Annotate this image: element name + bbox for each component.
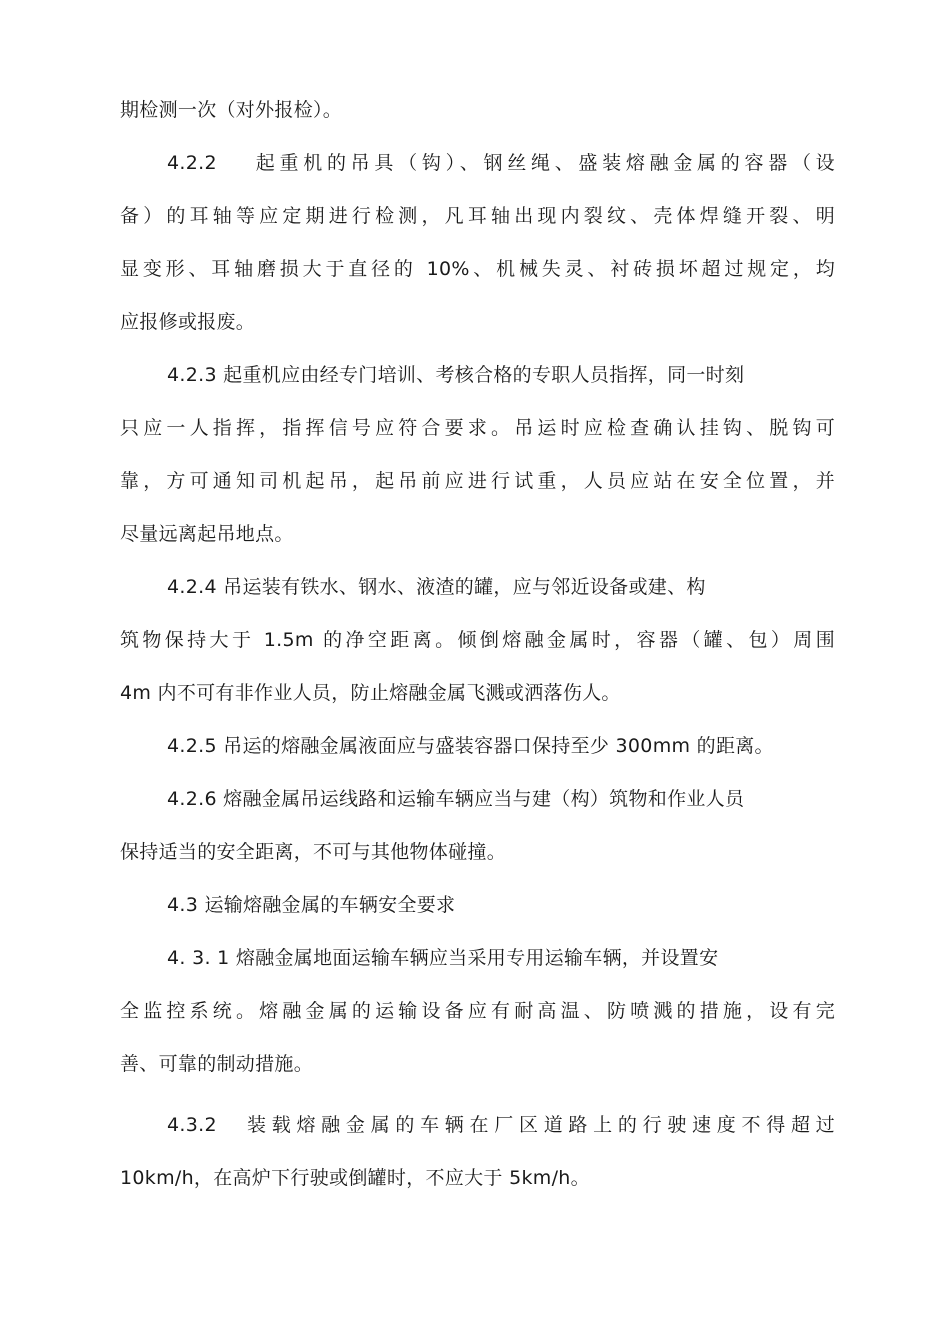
text-line-5: 应报修或报废。: [120, 311, 256, 333]
text-line-7: 只应一人指挥，指挥信号应符合要求。吊运时应检查确认挂钩、脱钩可: [120, 417, 835, 439]
text-line-1: 期检测一次（对外报检）。: [120, 99, 343, 121]
text-line-17: 4. 3. 1 熔融金属地面运输车辆应当采用专用运输车辆，并设置安: [167, 947, 719, 969]
text-line-11: 筑物保持大于 1.5m 的净空距离。倾倒熔融金属时，容器（罐、包）周围: [120, 629, 835, 651]
text-line-6: 4.2.3 起重机应由经专门培训、考核合格的专职人员指挥，同一时刻: [167, 364, 745, 386]
text-line-14: 4.2.6 熔融金属吊运线路和运输车辆应当与建（构）筑物和作业人员: [167, 788, 745, 810]
text-line-3: 备）的耳轴等应定期进行检测，凡耳轴出现内裂纹、壳体焊缝开裂、明: [120, 205, 835, 227]
text-line-12: 4m 内不可有非作业人员，防止熔融金属飞溅或洒落伤人。: [120, 682, 621, 704]
section-heading-4-3: 4.3 运输熔融金属的车辆安全要求: [167, 894, 456, 916]
text-line-10: 4.2.4 吊运装有铁水、钢水、液渣的罐，应与邻近设备或建、构: [167, 576, 706, 598]
text-line-4: 显变形、耳轴磨损大于直径的 10%、机械失灵、衬砖损坏超过规定，均: [120, 258, 835, 280]
text-line-9: 尽量远离起吊地点。: [120, 523, 294, 545]
text-line-19: 善、可靠的制动措施。: [120, 1053, 314, 1075]
text-line-8: 靠，方可通知司机起吊，起吊前应进行试重，人员应站在安全位置，并: [120, 470, 835, 492]
text-line-18: 全监控系统。熔融金属的运输设备应有耐高温、防喷溅的措施，设有完: [120, 1000, 835, 1022]
text-line-2: 4.2.2 起重机的吊具（钩）、钢丝绳、盛装熔融金属的容器（设: [167, 152, 835, 174]
text-line-15: 保持适当的安全距离，不可与其他物体碰撞。: [120, 841, 507, 863]
text-line-21: 10km/h，在高炉下行驶或倒罐时，不应大于 5km/h。: [120, 1167, 590, 1189]
text-line-20: 4.3.2 装载熔融金属的车辆在厂区道路上的行驶速度不得超过: [167, 1114, 835, 1136]
text-line-13: 4.2.5 吊运的熔融金属液面应与盛装容器口保持至少 300mm 的距离。: [167, 735, 774, 757]
